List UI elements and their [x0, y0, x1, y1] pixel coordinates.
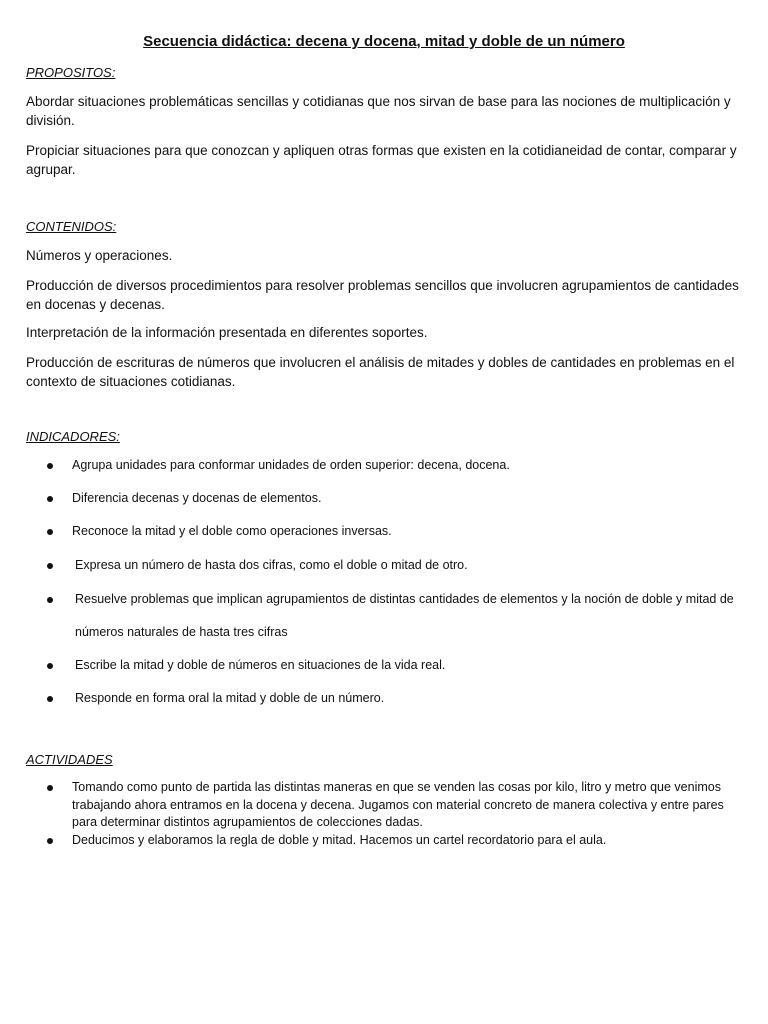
- actividad-item: [50, 779, 740, 832]
- indicador-item: [50, 690, 750, 707]
- bullet-icon: [47, 838, 53, 844]
- indicador-text: Resuelve problemas que implican agrupamientos de distintas cantidades de elementos y la noción de doble y mitad de números naturales de hasta tres cifras: [75, 592, 734, 639]
- bullet-icon: [47, 785, 53, 791]
- indicador-text: Expresa un número de hasta dos cifras, como el doble o mitad de otro.: [75, 558, 468, 572]
- contenidos-paragraph: Interpretación de la información presentada en diferentes soportes.: [26, 325, 428, 340]
- indicador-item: [50, 523, 750, 540]
- indicador-item: [50, 490, 750, 507]
- actividad-text: Tomando como punto de partida las distintas maneras en que se venden las cosas por kilo, litro y metro que venimos trabajando ahora entramos en la docena y decena. Jugamos con material concreto de manera colectiva y entre pares para determinar distintos agrupamientos de colecciones dadas.: [72, 780, 724, 829]
- contenidos-heading: CONTENIDOS:: [26, 219, 117, 234]
- propositos-paragraph: Propiciar situaciones para que conozcan y apliquen otras formas que existen en la cotidianeidad de contar, comparar y agrupar.: [26, 143, 737, 177]
- propositos-heading: PROPOSITOS:: [26, 65, 116, 80]
- bullet-icon: [47, 529, 53, 535]
- contenidos-paragraph: Números y operaciones.: [26, 248, 173, 263]
- indicador-text: Agrupa unidades para conformar unidades de orden superior: decena, docena.: [72, 458, 510, 472]
- bullet-icon: [47, 663, 53, 669]
- actividad-item: [50, 832, 740, 850]
- contenidos-paragraph: Producción de diversos procedimientos para resolver problemas sencillos que involucren agrupamientos de cantidades en docenas y decenas.: [26, 278, 739, 312]
- indicador-item: [50, 657, 750, 674]
- contenidos-paragraph: Producción de escrituras de números que involucren el análisis de mitades y dobles de cantidades en problemas en el contexto de situaciones cotidianas.: [26, 355, 735, 389]
- indicadores-heading: INDICADORES:: [26, 429, 120, 444]
- indicador-item: [50, 557, 750, 574]
- bullet-icon: [47, 463, 53, 469]
- indicador-text: Reconoce la mitad y el doble como operaciones inversas.: [72, 524, 392, 538]
- actividad-text: Deducimos y elaboramos la regla de doble y mitad. Hacemos un cartel recordatorio para el aula.: [72, 833, 607, 847]
- propositos-paragraph: Abordar situaciones problemáticas sencillas y cotidianas que nos sirvan de base para las nociones de multiplicación y división.: [26, 94, 731, 128]
- document-title: Secuencia didáctica: decena y docena, mitad y doble de un número: [143, 33, 625, 50]
- indicador-text: Escribe la mitad y doble de números en situaciones de la vida real.: [75, 658, 446, 672]
- bullet-icon: [47, 597, 53, 603]
- actividades-heading: ACTIVIDADES: [26, 752, 113, 767]
- indicador-text: Diferencia decenas y docenas de elementos.: [72, 491, 322, 505]
- bullet-icon: [47, 496, 53, 502]
- bullet-icon: [47, 696, 53, 702]
- bullet-icon: [47, 563, 53, 569]
- indicador-item: [50, 591, 750, 649]
- indicador-item: [50, 457, 750, 474]
- indicador-text: Responde en forma oral la mitad y doble de un número.: [75, 691, 385, 705]
